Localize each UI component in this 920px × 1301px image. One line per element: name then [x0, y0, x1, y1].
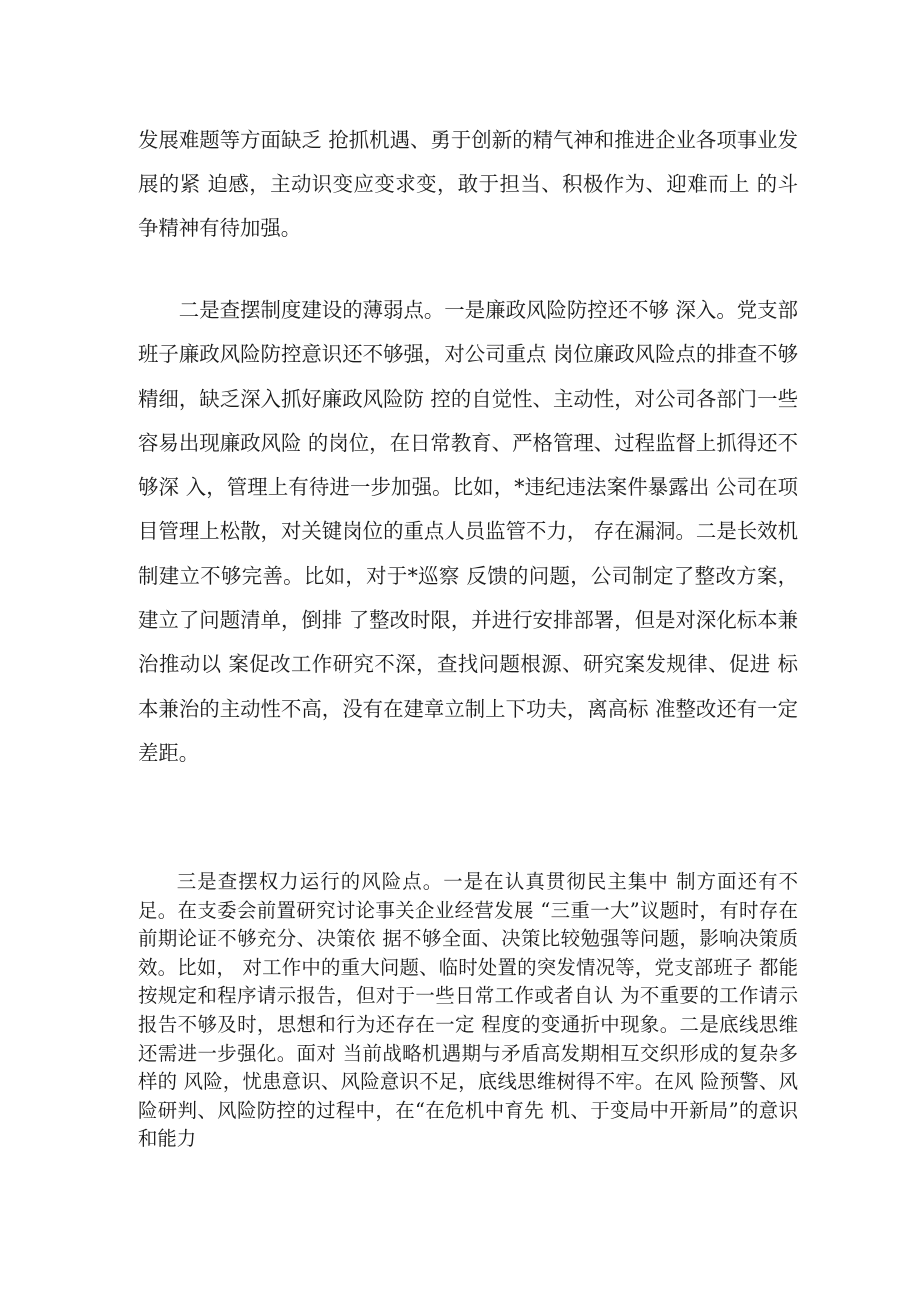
- paragraph-institution-weakness: 二是查摆制度建设的薄弱点。一是廉政风险防控还不够 深入。党支部班子廉政风险防控意识还不够强，对公司重点 岗位廉政风险点的排查不够精细，缺乏深入抓好廉政风险防 控的自觉性、主动性，对公司各部门一些容易出现廉政风险 的岗位，在日常教育、严格管理、过程监督上抓得还不够深 入，管理上有待进一步加强。比如，*违纪违法案件暴露出 公司在项目管理上松散，对关键岗位的重点人员监管不力， 存在漏洞。二是长效机制建立不够完善。比如，对于*巡察 反馈的问题，公司制定了整改方案，建立了问题清单，倒排 了整改时限，并进行安排部署，但是对深化标本兼治推动以 案促改工作研究不深，查找问题根源、研究案发规律、促进 标本兼治的主动性不高，没有在建章立制上下功夫，离高标 准整改还有一定差距。: [138, 298, 798, 765]
- paragraph-continuation: 发展难题等方面缺乏 抢抓机遇、勇于创新的精气神和推进企业各项事业发展的紧 迫感，主动识变应变求变，敢于担当、积极作为、迎难而上 的斗争精神有待加强。: [138, 128, 798, 240]
- paragraph-power-risk: 三是查摆权力运行的风险点。一是在认真贯彻民主集中 制方面还有不足。在支委会前置研究讨论事关企业经营发展 “三重一大”议题时，有时存在前期论证不够充分、决策依 据不够全面、决策比较勉强等问题，影响决策质效。比如， 对工作中的重大问题、临时处置的突发情况等，党支部班子 都能按规定和程序请示报告，但对于一些日常工作或者自认 为不重要的工作请示报告不够及时，思想和行为还存在一定 程度的变通折中现象。二是底线思维还需进一步强化。面对 当前战略机遇期与矛盾高发期相互交织形成的复杂多样的 风险，忧患意识、风险意识不足，底线思维树得不牢。在风 险预警、风险研判、风险防控的过程中，在“在危机中育先 机、于变局中开新局”的意识和能力: [138, 870, 798, 1151]
